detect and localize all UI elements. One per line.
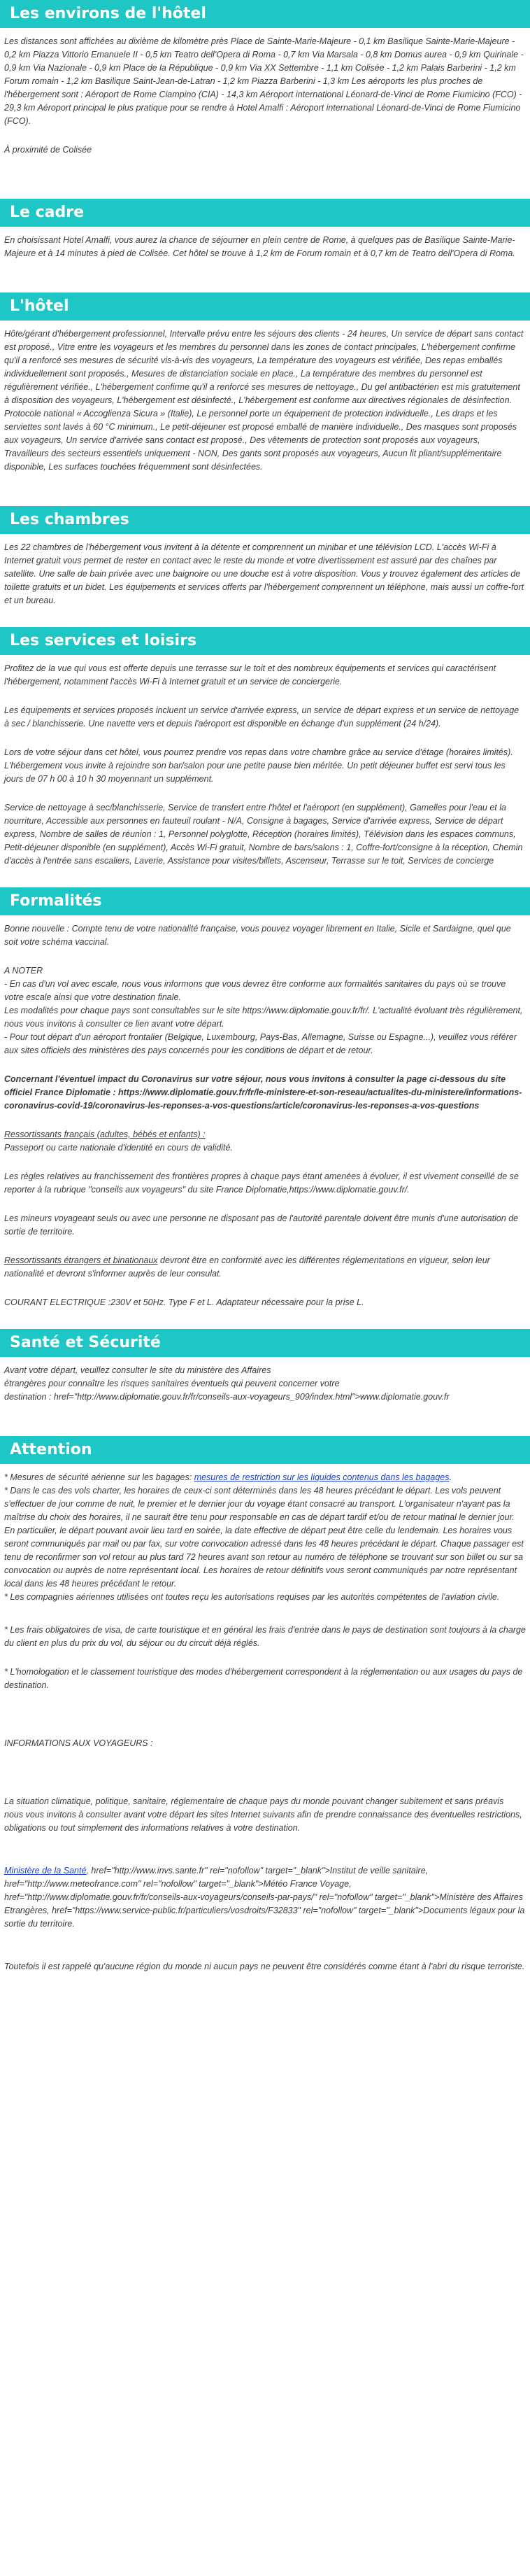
formalites-foreigners [4,1254,526,1281]
section-body-cadre [0,227,530,272]
section-title-environs: Les environs de l'hôtel [0,0,530,28]
section-chambres [0,506,530,619]
sante-line-3: destination : href="http://www.diplomatie.gouv.fr/fr/conseils-aux-voyageurs_909/index.html">www.diplomatie.gouv.fr [4,1392,450,1402]
section-body-hotel [0,321,530,485]
french-nationals-heading: Ressortissants français (adultes, bébés et enfants) : [4,1129,206,1139]
attention-visa: * Les frais obligatoires de visa, de carte touristique et en général les frais d'entrée dans le pays de destination sont toujours à la charge du client en plus du prix du vol, du séjour ou du circuit déjà réglés. [4,1625,526,1648]
services-paragraph-4: Service de nettoyage à sec/blanchisserie, Service de transfert entre l'hôtel et l'aéroport (en supplément), Gamelles pour l'eau et la nourriture, Accessible aux personnes en fauteuil roulant - N/A, Consigne à bagages, Service d'arrivée express, Service de départ express, Nombre de salles de réunion : 1, Personnel polyglotte, Réception (horaires limités), Télévision dans les espaces communs, Petit-déjeuner disponible (en supplément), Accès Wi-Fi gratuit, Nombre de bars/salons : 1, Coffre-fort/consigne à la réception, Chemin d'accès à l'entrée sans escaliers, Laverie, Assistance pour visites/billets, Ascenseur, Terrasse sur le toit, Services de concierge [4,803,523,866]
attention-info-heading: INFORMATIONS AUX VOYAGEURS : [4,1738,153,1748]
section-hotel [0,293,530,485]
section-attention [0,1436,530,1985]
ministere-sante-link[interactable]: Ministère de la Santé [4,1866,87,1875]
luggage-suffix: . [449,1472,452,1482]
section-formalites [0,887,530,1321]
section-environs [0,0,530,168]
services-paragraph-3: Lors de votre séjour dans cet hôtel, vous pourrez prendre vos repas dans votre chambre grâce au service d'étage (horaires limités). L'hébergement vous invite à rejoindre son bar/salon pour une petite pause bien méritée. Un petit déjeuner buffet est servi tous les jours de 07 h 00 à 10 h 30 moyennant un supplément. [4,747,513,784]
section-title-cadre: Le cadre [0,199,530,227]
hotel-text: Hôte/gérant d'hébergement professionnel, Intervalle prévu entre les séjours des clients - 24 heures, Un service de départ sans contact est proposé., Vitre entre les voyageurs et les membres du personnel dans les zones de contact principales, L'hébergement confirme qu'il a renforcé ses mesures de sécurité vis-à-vis des voyageurs, La température des voyageurs est vérifiée, Des repas emballés individuellement sont proposés., Mesures de distanciation sociale en place., La température des membres du personnel est régulièrement vérifiée., L'hébergement confirme qu'il a renforcé ses mesures de nettoyage., Du gel antibactérien est mis gratuitement à disposition des voyageurs, L'hébergement est désinfecté., L'hébergement est conforme aux directives régionales de désinfection. Protocole national « Accoglienza Sicura » (Italie), Le personnel porte un équipement de protection individuelle., Les draps et les serviettes sont lavés à 60 °C minimum., Le petit-déjeuner est proposé emballé de manière individuelle., Des masques sont proposés aux voyageurs, Un service d'arrivée sans contact est proposé., Des vêtements de protection sont proposés aux voyageurs, Travailleurs des secteurs essentiels uniquement - NON, Des gants sont proposés aux voyageurs, Aucun lit pliant/supplémentaire disponible, Les surfaces touchées fréquemment sont désinfectées. [4,329,524,472]
note-line-3: - Pour tout départ d'un aéroport frontalier (Belgique, Luxembourg, Pays-Bas, Allemagne, Suisse ou Espagne...), veuillez vous référer aux sites officiels des ministères des pays concernés pour les conditions de départ et de retour. [4,1032,517,1055]
links-text: , href="http://www.invs.sante.fr" rel="nofollow" target="_blank">Institut de veille sanitaire, href="http://www.meteofrance.com" rel="nofollow" target="_blank">Météo France Voyage, href="http://www.diplomatie.gouv.fr/fr/conseils-aux-voyageurs/conseils-par-pays/" rel="nofollow" target="_blank">Ministère des Affaires Etrangères, href="https://www.service-public.fr/particuliers/vosdroits/F32833" rel="nofollow" target="_blank">Documents légaux pour la sortie du territoire. [4,1866,525,1929]
formalites-note [4,964,526,1057]
attention-terrorism: Toutefois il est rappelé qu'aucune région du monde ni aucun pays ne peuvent être considérés comme étant à l'abri du risque terroriste. [4,1962,525,1971]
formalites-electric: COURANT ELECTRIQUE :230V et 50Hz. Type F et L. Adaptateur nécessaire pour la prise L. [4,1297,364,1307]
sante-line-2: étrangères pour connaître les risques sanitaires éventuels qui peuvent concerner votre [4,1379,340,1388]
section-title-chambres: Les chambres [0,506,530,534]
foreigners-text: devront être en conformité avec les différentes réglementations en vigueur, selon leur nationalité et devront s'informer auprès de leur consulat. [4,1255,490,1279]
section-body-formalites [0,915,530,1321]
section-body-attention [0,1464,530,1985]
note-heading: A NOTER [4,966,43,976]
formalites-french-nationals [4,1128,526,1155]
charter-flights-text: * Dans le cas des vols charter, les horaires de ceux-ci sont déterminés dans les 48 heures précédant le départ. Les vols peuvent s'effectuer de jour comme de nuit, le premier et le dernier jour du voyage étant consacré au transport. L'organisateur n'ayant pas la maîtrise du choix des horaires, il ne saurait être tenu pour responsable en cas de départ tardif et/ou de retour matinal le dernier jour. En particulier, le départ pouvant avoir lieu tard en soirée, la date effective de départ peut être celle du lendemain. Les horaires vous seront communiqués par mail ou par fax, sur votre convocation adressé dans les 48 heures précédant le départ. Chaque passager est tenu de reconfirmer son vol retour au plus tard 72 heures avant son retour au numéro de téléphone se trouvant sur son billet ou sur sa convocation ou auprès de notre représentant local. Les horaires de retour définitifs vous seront communiqués par notre représentant local dans les 48 heures précédant le retour. [4,1486,524,1589]
section-body-chambres [0,534,530,619]
attention-info-text [4,1795,526,1835]
services-paragraph-1: Profitez de la vue qui vous est offerte depuis une terrasse sur le toit et des nombreux équipements et services qui caractérisent l'hébergement, notamment l'accès Wi-Fi à Internet gratuit et un service de conciergerie. [4,663,496,687]
formalites-coronavirus: Concernant l'éventuel impact du Coronavirus sur votre séjour, nous vous invitons à consulter la page ci-dessous du site officiel France Diplomatie : https://www.diplomatie.gouv.fr/fr/le-ministere-et-son-reseau/actualites-du-ministere/informations-coronavirus-covid-19/coronavirus-les-reponses-a-vos-questions/article/coronavirus-les-reponses-a-vos-questions [4,1074,522,1111]
section-title-hotel: L'hôtel [0,293,530,321]
french-nationals-text: Passeport ou carte nationale d'identité en cours de validité. [4,1143,233,1153]
liquids-restriction-link[interactable]: mesures de restriction sur les liquides contenus dans les bagages [194,1472,450,1482]
note-line-1: - En cas d'un vol avec escale, nous vous informons que vous devrez être conforme aux formalités sanitaires du pays où se trouve votre escale ainsi que votre destination finale. [4,979,506,1002]
section-cadre [0,199,530,272]
section-body-environs [0,28,530,168]
section-body-services [0,655,530,879]
section-title-formalites: Formalités [0,887,530,915]
luggage-prefix: * Mesures de sécurité aérienne sur les bagages: [4,1472,194,1482]
formalites-minors: Les mineurs voyageant seuls ou avec une personne ne disposant pas de l'autorité parentale doivent être munis d'une autorisation de sortie de territoire. [4,1213,519,1237]
environs-text: Les distances sont affichées au dixième de kilomètre près Place de Sainte-Marie-Majeure - 0,1 km Basilique Sainte-Marie-Majeure - 0,2 km Piazza Vittorio Emanuele II - 0,5 km Teatro dell'Opera di Roma - 0,7 km Via Marsala - 0,8 km Domus aurea - 0,9 km Quirinale - 0,9 km Via Nazionale - 0,9 km Place de la République - 0,9 km Via XX Settembre - 1,1 km Colisée - 1,2 km Palais Barberini - 1,2 km Forum romain - 1,2 km Basilique Saint-Jean-de-Latran - 1,2 km Piazza Barberini - 1,3 km Les aéroports les plus proches de l'hébergement sont : Aéroport de Rome Ciampino (CIA) - 14,3 km Aéroport international Léonard-de-Vinci de Rome Fiumicino (FCO) - 29,3 km Aéroport principal le plus pratique pour se rendre à Hotel Amalfi : Aéroport international Léonard-de-Vinci de Rome Fiumicino (FCO). [4,36,524,126]
environs-near: À proximité de Colisée [4,145,92,155]
info-line-2: nous vous invitons à consulter avant votre départ les sites Internet suivants afin de prendre connaissance des éventuelles restrictions, obligations ou tout simplement des informations relatives à votre destination. [4,1810,522,1833]
attention-links [4,1864,526,1931]
section-title-services: Les services et loisirs [0,627,530,655]
section-sante [0,1329,530,1415]
section-services [0,627,530,879]
section-body-sante [0,1357,530,1415]
foreigners-heading: Ressortissants étrangers et binationaux [4,1255,158,1265]
section-title-sante: Santé et Sécurité [0,1329,530,1357]
cadre-text: En choisissant Hotel Amalfi, vous aurez la chance de séjourner en plein centre de Rome, à quelques pas de Basilique Sainte-Marie-Majeure et à 14 minutes à pied de Colisée. Cet hôtel se trouve à 1,2 km de Forum romain et à 0,7 km de Teatro dell'Opera di Roma. [4,235,515,258]
formalites-paragraph-1: Bonne nouvelle : Compte tenu de votre nationalité française, vous pouvez voyager librement en Italie, Sicile et Sardaigne, quel que soit votre schéma vaccinal. [4,924,511,947]
services-paragraph-2: Les équipements et services proposés incluent un service d'arrivée express, un service de départ express et un service de nettoyage à sec / blanchisserie. Une navette vers et depuis l'aéroport est disponible en échange d'un supplément (24 h/24). [4,705,520,729]
airlines-text: * Les compagnies aériennes utilisées ont toutes reçu les autorisations requises par les autorités compétentes de l'aviation civile. [4,1592,500,1602]
formalites-borders: Les règles relatives au franchissement des frontières propres à chaque pays étant amenées à évoluer, il est vivement conseillé de se reporter à la rubrique "conseils aux voyageurs" du site France Diplomatie,https://www.diplomatie.gouv.fr/. [4,1171,519,1195]
info-line-1: La situation climatique, politique, sanitaire, réglementaire de chaque pays du monde pouvant changer subitement et sans préavis [4,1796,504,1806]
chambres-text: Les 22 chambres de l'hébergement vous invitent à la détente et comprennent un minibar et une télévision LCD. L'accès Wi-Fi à Internet gratuit vous permet de rester en contact avec le reste du monde et votre divertissement est assuré par des chaînes par satellite. Une salle de bain privée avec une baignoire ou une douche est à votre disposition. Vous y trouvez également des articles de toilette gratuits et un bidet. Les équipements et services offerts par l'hébergement comprennent un téléphone, mais aussi un coffre-fort et un bureau. [4,542,524,605]
section-title-attention: Attention [0,1436,530,1464]
sante-text [4,1364,526,1404]
sante-line-1: Avant votre départ, veuillez consulter le site du ministère des Affaires [4,1365,271,1375]
note-line-2: Les modalités pour chaque pays sont consultables sur le site https://www.diplomatie.gouv.fr/fr/. L'actualité évoluant très régulièrement, nous vous invitons à consulter ce lien avant votre départ. [4,1006,523,1029]
attention-homologation: * L'homologation et le classement touristique des modes d'hébergement correspondent à la réglementation ou aux usages du pays de destination. [4,1667,523,1690]
attention-luggage [4,1471,526,1604]
